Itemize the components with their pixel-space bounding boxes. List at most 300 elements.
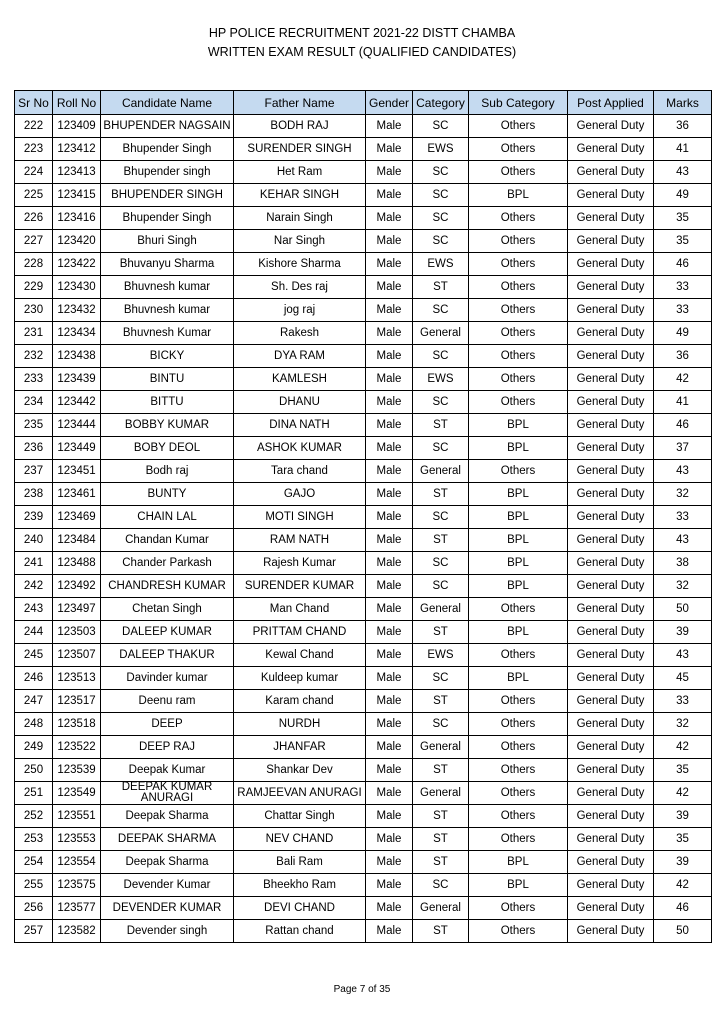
cell-roll-no: 123484 <box>53 529 101 552</box>
cell-gender: Male <box>366 897 413 920</box>
cell-candidate-name: CHANDRESH KUMAR <box>101 575 234 598</box>
table-row <box>15 552 712 575</box>
cell-roll-no: 123439 <box>53 368 101 391</box>
cell-marks: 36 <box>654 345 712 368</box>
cell-category: SC <box>413 207 469 230</box>
cell-sr-no: 237 <box>15 460 53 483</box>
cell-roll-no: 123422 <box>53 253 101 276</box>
cell-sub-category: Others <box>469 713 568 736</box>
cell-father-name: jog raj <box>234 299 366 322</box>
table-row <box>15 115 712 138</box>
cell-sr-no: 255 <box>15 874 53 897</box>
cell-father-name: MOTI SINGH <box>234 506 366 529</box>
table-row <box>15 759 712 782</box>
cell-sr-no: 236 <box>15 437 53 460</box>
cell-father-name: RAMJEEVAN ANURAGI <box>234 782 366 805</box>
table-row <box>15 575 712 598</box>
cell-sr-no: 247 <box>15 690 53 713</box>
cell-marks: 46 <box>654 897 712 920</box>
cell-marks: 32 <box>654 483 712 506</box>
cell-post-applied: General Duty <box>568 437 654 460</box>
cell-sub-category: BPL <box>469 483 568 506</box>
cell-sub-category: BPL <box>469 506 568 529</box>
cell-sr-no: 227 <box>15 230 53 253</box>
cell-sr-no: 226 <box>15 207 53 230</box>
cell-category: ST <box>413 483 469 506</box>
cell-sr-no: 235 <box>15 414 53 437</box>
cell-sr-no: 254 <box>15 851 53 874</box>
cell-gender: Male <box>366 736 413 759</box>
table-row <box>15 299 712 322</box>
cell-gender: Male <box>366 207 413 230</box>
table-row <box>15 874 712 897</box>
cell-category: General <box>413 598 469 621</box>
cell-gender: Male <box>366 460 413 483</box>
cell-sr-no: 233 <box>15 368 53 391</box>
header-father-name: Father Name <box>234 91 366 115</box>
cell-post-applied: General Duty <box>568 115 654 138</box>
cell-roll-no: 123438 <box>53 345 101 368</box>
cell-marks: 35 <box>654 828 712 851</box>
table-row <box>15 184 712 207</box>
cell-gender: Male <box>366 805 413 828</box>
cell-post-applied: General Duty <box>568 644 654 667</box>
cell-sr-no: 234 <box>15 391 53 414</box>
cell-father-name: Kishore Sharma <box>234 253 366 276</box>
cell-gender: Male <box>366 667 413 690</box>
cell-marks: 33 <box>654 690 712 713</box>
cell-marks: 39 <box>654 805 712 828</box>
cell-sub-category: Others <box>469 299 568 322</box>
cell-post-applied: General Duty <box>568 138 654 161</box>
cell-post-applied: General Duty <box>568 713 654 736</box>
cell-post-applied: General Duty <box>568 460 654 483</box>
table-row <box>15 644 712 667</box>
cell-sr-no: 239 <box>15 506 53 529</box>
cell-category: SC <box>413 437 469 460</box>
cell-category: ST <box>413 828 469 851</box>
cell-father-name: BODH RAJ <box>234 115 366 138</box>
cell-post-applied: General Duty <box>568 322 654 345</box>
cell-post-applied: General Duty <box>568 253 654 276</box>
header-gender: Gender <box>366 91 413 115</box>
cell-category: ST <box>413 276 469 299</box>
cell-gender: Male <box>366 368 413 391</box>
table-row <box>15 782 712 805</box>
cell-sr-no: 223 <box>15 138 53 161</box>
cell-sub-category: Others <box>469 161 568 184</box>
cell-marks: 42 <box>654 368 712 391</box>
cell-gender: Male <box>366 276 413 299</box>
cell-sub-category: Others <box>469 115 568 138</box>
cell-sub-category: Others <box>469 391 568 414</box>
cell-roll-no: 123582 <box>53 920 101 943</box>
cell-post-applied: General Duty <box>568 690 654 713</box>
cell-father-name: Chattar Singh <box>234 805 366 828</box>
cell-father-name: Sh. Des raj <box>234 276 366 299</box>
table-row <box>15 713 712 736</box>
cell-sub-category: Others <box>469 759 568 782</box>
cell-gender: Male <box>366 138 413 161</box>
cell-father-name: Rattan chand <box>234 920 366 943</box>
cell-gender: Male <box>366 713 413 736</box>
cell-post-applied: General Duty <box>568 529 654 552</box>
table-row <box>15 621 712 644</box>
cell-marks: 42 <box>654 736 712 759</box>
cell-roll-no: 123513 <box>53 667 101 690</box>
cell-father-name: NURDH <box>234 713 366 736</box>
table-row <box>15 414 712 437</box>
table-row <box>15 851 712 874</box>
cell-roll-no: 123577 <box>53 897 101 920</box>
cell-father-name: Bali Ram <box>234 851 366 874</box>
cell-father-name: SURENDER KUMAR <box>234 575 366 598</box>
cell-gender: Male <box>366 345 413 368</box>
cell-father-name: PRITTAM CHAND <box>234 621 366 644</box>
cell-gender: Male <box>366 414 413 437</box>
cell-father-name: Tara chand <box>234 460 366 483</box>
cell-sub-category: Others <box>469 345 568 368</box>
cell-post-applied: General Duty <box>568 920 654 943</box>
cell-gender: Male <box>366 644 413 667</box>
cell-post-applied: General Duty <box>568 828 654 851</box>
cell-sr-no: 230 <box>15 299 53 322</box>
cell-marks: 38 <box>654 552 712 575</box>
header-post-applied: Post Applied <box>568 91 654 115</box>
cell-marks: 33 <box>654 276 712 299</box>
cell-sub-category: BPL <box>469 529 568 552</box>
cell-roll-no: 123492 <box>53 575 101 598</box>
cell-candidate-name: Deepak Sharma <box>101 805 234 828</box>
cell-sub-category: BPL <box>469 851 568 874</box>
cell-sub-category: BPL <box>469 184 568 207</box>
cell-post-applied: General Duty <box>568 667 654 690</box>
cell-roll-no: 123420 <box>53 230 101 253</box>
header-category: Category <box>413 91 469 115</box>
document-subtitle: WRITTEN EXAM RESULT (QUALIFIED CANDIDATES) <box>207 45 517 59</box>
cell-post-applied: General Duty <box>568 368 654 391</box>
cell-candidate-name: BUNTY <box>101 483 234 506</box>
table-row <box>15 690 712 713</box>
cell-sub-category: Others <box>469 207 568 230</box>
cell-roll-no: 123430 <box>53 276 101 299</box>
cell-sub-category: Others <box>469 920 568 943</box>
cell-sr-no: 238 <box>15 483 53 506</box>
cell-father-name: Karam chand <box>234 690 366 713</box>
table-row <box>15 207 712 230</box>
cell-sr-no: 257 <box>15 920 53 943</box>
cell-category: General <box>413 782 469 805</box>
cell-category: ST <box>413 920 469 943</box>
cell-candidate-name: Bhuvanyu Sharma <box>101 253 234 276</box>
cell-sub-category: Others <box>469 644 568 667</box>
cell-sr-no: 243 <box>15 598 53 621</box>
cell-marks: 43 <box>654 529 712 552</box>
cell-post-applied: General Duty <box>568 598 654 621</box>
cell-category: ST <box>413 759 469 782</box>
cell-sub-category: Others <box>469 828 568 851</box>
cell-sub-category: Others <box>469 598 568 621</box>
cell-roll-no: 123415 <box>53 184 101 207</box>
table-row <box>15 920 712 943</box>
cell-marks: 37 <box>654 437 712 460</box>
cell-sub-category: Others <box>469 736 568 759</box>
cell-candidate-name: DEEPAK SHARMA <box>101 828 234 851</box>
cell-post-applied: General Duty <box>568 736 654 759</box>
cell-roll-no: 123554 <box>53 851 101 874</box>
cell-sub-category: Others <box>469 138 568 161</box>
cell-post-applied: General Duty <box>568 851 654 874</box>
cell-father-name: ASHOK KUMAR <box>234 437 366 460</box>
cell-gender: Male <box>366 690 413 713</box>
cell-sr-no: 224 <box>15 161 53 184</box>
cell-category: General <box>413 736 469 759</box>
cell-roll-no: 123449 <box>53 437 101 460</box>
cell-category: SC <box>413 874 469 897</box>
cell-category: SC <box>413 230 469 253</box>
cell-category: General <box>413 322 469 345</box>
table-row <box>15 253 712 276</box>
cell-candidate-name: Chandan Kumar <box>101 529 234 552</box>
table-row <box>15 276 712 299</box>
cell-roll-no: 123409 <box>53 115 101 138</box>
header-sub-category: Sub Category <box>469 91 568 115</box>
cell-sub-category: Others <box>469 690 568 713</box>
cell-father-name: DYA RAM <box>234 345 366 368</box>
cell-roll-no: 123451 <box>53 460 101 483</box>
cell-father-name: KEHAR SINGH <box>234 184 366 207</box>
cell-gender: Male <box>366 598 413 621</box>
cell-category: SC <box>413 667 469 690</box>
cell-sr-no: 231 <box>15 322 53 345</box>
cell-candidate-name: Devender singh <box>101 920 234 943</box>
cell-roll-no: 123434 <box>53 322 101 345</box>
cell-roll-no: 123575 <box>53 874 101 897</box>
table-row <box>15 138 712 161</box>
cell-category: SC <box>413 552 469 575</box>
cell-candidate-name: Deenu ram <box>101 690 234 713</box>
cell-candidate-name: DEEP RAJ <box>101 736 234 759</box>
cell-sr-no: 240 <box>15 529 53 552</box>
cell-category: ST <box>413 851 469 874</box>
cell-candidate-name: CHAIN LAL <box>101 506 234 529</box>
table-row <box>15 161 712 184</box>
cell-marks: 43 <box>654 460 712 483</box>
cell-category: EWS <box>413 644 469 667</box>
cell-candidate-name: Bhupender singh <box>101 161 234 184</box>
cell-marks: 35 <box>654 230 712 253</box>
table-row <box>15 230 712 253</box>
table-body <box>15 115 712 943</box>
cell-roll-no: 123412 <box>53 138 101 161</box>
cell-sr-no: 242 <box>15 575 53 598</box>
table-row <box>15 460 712 483</box>
cell-roll-no: 123503 <box>53 621 101 644</box>
cell-marks: 32 <box>654 575 712 598</box>
cell-sub-category: Others <box>469 253 568 276</box>
cell-sr-no: 253 <box>15 828 53 851</box>
cell-father-name: Shankar Dev <box>234 759 366 782</box>
cell-candidate-name: Chetan Singh <box>101 598 234 621</box>
cell-sub-category: Others <box>469 805 568 828</box>
cell-category: ST <box>413 529 469 552</box>
cell-post-applied: General Duty <box>568 575 654 598</box>
cell-roll-no: 123432 <box>53 299 101 322</box>
cell-marks: 33 <box>654 299 712 322</box>
cell-roll-no: 123507 <box>53 644 101 667</box>
cell-category: EWS <box>413 253 469 276</box>
cell-post-applied: General Duty <box>568 874 654 897</box>
cell-gender: Male <box>366 299 413 322</box>
cell-father-name: JHANFAR <box>234 736 366 759</box>
cell-sub-category: Others <box>469 230 568 253</box>
cell-post-applied: General Duty <box>568 621 654 644</box>
cell-father-name: Nar Singh <box>234 230 366 253</box>
cell-post-applied: General Duty <box>568 276 654 299</box>
cell-gender: Male <box>366 437 413 460</box>
cell-roll-no: 123488 <box>53 552 101 575</box>
cell-candidate-name: Bhuvnesh Kumar <box>101 322 234 345</box>
cell-sub-category: BPL <box>469 667 568 690</box>
cell-gender: Male <box>366 874 413 897</box>
table-header-row <box>15 91 712 115</box>
cell-father-name: DEVI CHAND <box>234 897 366 920</box>
cell-category: General <box>413 460 469 483</box>
cell-gender: Male <box>366 322 413 345</box>
cell-roll-no: 123444 <box>53 414 101 437</box>
cell-sr-no: 229 <box>15 276 53 299</box>
cell-sr-no: 245 <box>15 644 53 667</box>
cell-candidate-name: BHUPENDER NAGSAIN <box>101 115 234 138</box>
table-row <box>15 345 712 368</box>
cell-candidate-name: BICKY <box>101 345 234 368</box>
cell-father-name: Kewal Chand <box>234 644 366 667</box>
cell-sr-no: 256 <box>15 897 53 920</box>
cell-sub-category: Others <box>469 782 568 805</box>
cell-category: ST <box>413 414 469 437</box>
cell-candidate-name: DALEEP KUMAR <box>101 621 234 644</box>
cell-marks: 50 <box>654 598 712 621</box>
cell-candidate-name: Devender Kumar <box>101 874 234 897</box>
cell-sub-category: BPL <box>469 437 568 460</box>
cell-candidate-name: BITTU <box>101 391 234 414</box>
table-row <box>15 897 712 920</box>
cell-sr-no: 250 <box>15 759 53 782</box>
cell-roll-no: 123522 <box>53 736 101 759</box>
cell-gender: Male <box>366 483 413 506</box>
table-row <box>15 391 712 414</box>
cell-category: SC <box>413 345 469 368</box>
cell-candidate-name: Deepak Sharma <box>101 851 234 874</box>
results-table <box>14 90 712 943</box>
cell-category: SC <box>413 184 469 207</box>
page-number: Page 7 of 35 <box>333 984 391 995</box>
cell-marks: 39 <box>654 851 712 874</box>
cell-sub-category: BPL <box>469 874 568 897</box>
cell-candidate-name: Bhuri Singh <box>101 230 234 253</box>
cell-category: General <box>413 897 469 920</box>
cell-sub-category: Others <box>469 897 568 920</box>
cell-candidate-name: DEVENDER KUMAR <box>101 897 234 920</box>
cell-candidate-name: Bhuvnesh kumar <box>101 299 234 322</box>
cell-category: EWS <box>413 368 469 391</box>
cell-candidate-name: DEEP <box>101 713 234 736</box>
cell-father-name: Rajesh Kumar <box>234 552 366 575</box>
cell-sr-no: 241 <box>15 552 53 575</box>
cell-candidate-name: Bhupender Singh <box>101 207 234 230</box>
table-row <box>15 368 712 391</box>
table-row <box>15 506 712 529</box>
cell-marks: 39 <box>654 621 712 644</box>
cell-post-applied: General Duty <box>568 759 654 782</box>
cell-category: EWS <box>413 138 469 161</box>
cell-roll-no: 123549 <box>53 782 101 805</box>
cell-category: SC <box>413 161 469 184</box>
cell-candidate-name: DEEPAK KUMAR ANURAGI <box>101 782 234 805</box>
cell-father-name: SURENDER SINGH <box>234 138 366 161</box>
cell-father-name: Kuldeep kumar <box>234 667 366 690</box>
cell-sub-category: Others <box>469 460 568 483</box>
cell-post-applied: General Duty <box>568 506 654 529</box>
cell-father-name: DINA NATH <box>234 414 366 437</box>
cell-category: ST <box>413 690 469 713</box>
cell-candidate-name: Chander Parkash <box>101 552 234 575</box>
header-sr-no: Sr No <box>15 91 53 115</box>
cell-post-applied: General Duty <box>568 161 654 184</box>
cell-father-name: DHANU <box>234 391 366 414</box>
cell-candidate-name: BOBBY KUMAR <box>101 414 234 437</box>
cell-candidate-name: Bodh raj <box>101 460 234 483</box>
cell-sub-category: Others <box>469 322 568 345</box>
cell-sr-no: 222 <box>15 115 53 138</box>
cell-post-applied: General Duty <box>568 391 654 414</box>
cell-category: ST <box>413 805 469 828</box>
table-row <box>15 667 712 690</box>
cell-post-applied: General Duty <box>568 782 654 805</box>
cell-marks: 41 <box>654 391 712 414</box>
cell-roll-no: 123413 <box>53 161 101 184</box>
cell-sub-category: BPL <box>469 621 568 644</box>
cell-sub-category: BPL <box>469 552 568 575</box>
table-row <box>15 529 712 552</box>
header-candidate-name: Candidate Name <box>101 91 234 115</box>
cell-marks: 43 <box>654 161 712 184</box>
cell-roll-no: 123539 <box>53 759 101 782</box>
cell-sub-category: Others <box>469 368 568 391</box>
cell-category: SC <box>413 391 469 414</box>
table-row <box>15 805 712 828</box>
header-roll-no: Roll No <box>53 91 101 115</box>
cell-father-name: GAJO <box>234 483 366 506</box>
cell-sub-category: BPL <box>469 414 568 437</box>
cell-gender: Male <box>366 230 413 253</box>
cell-category: SC <box>413 713 469 736</box>
table-row <box>15 437 712 460</box>
cell-category: SC <box>413 299 469 322</box>
cell-candidate-name: Bhuvnesh kumar <box>101 276 234 299</box>
cell-post-applied: General Duty <box>568 414 654 437</box>
cell-roll-no: 123469 <box>53 506 101 529</box>
table-row <box>15 598 712 621</box>
cell-category: SC <box>413 506 469 529</box>
cell-roll-no: 123461 <box>53 483 101 506</box>
cell-father-name: Bheekho Ram <box>234 874 366 897</box>
table-row <box>15 828 712 851</box>
cell-candidate-name: BINTU <box>101 368 234 391</box>
header-marks: Marks <box>654 91 712 115</box>
cell-roll-no: 123553 <box>53 828 101 851</box>
cell-post-applied: General Duty <box>568 230 654 253</box>
